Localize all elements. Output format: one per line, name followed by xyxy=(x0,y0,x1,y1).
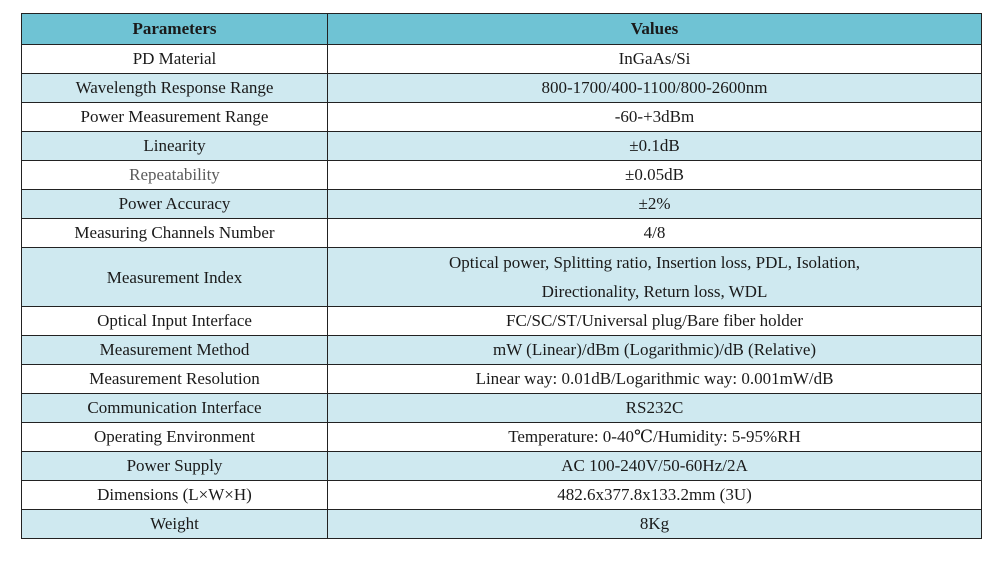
value-cell: -60-+3dBm xyxy=(328,103,982,132)
parameter-cell: Power Measurement Range xyxy=(22,103,328,132)
parameter-cell: Measurement Index xyxy=(22,248,328,307)
parameter-cell: Measurement Method xyxy=(22,336,328,365)
parameter-cell: Measuring Channels Number xyxy=(22,219,328,248)
table-row xyxy=(22,336,982,365)
value-cell: RS232C xyxy=(328,394,982,423)
table-row xyxy=(22,161,982,190)
table-row xyxy=(22,248,982,307)
parameter-cell: Operating Environment xyxy=(22,423,328,452)
table-row xyxy=(22,219,982,248)
value-cell: 482.6x377.8x133.2mm (3U) xyxy=(328,481,982,510)
value-cell: mW (Linear)/dBm (Logarithmic)/dB (Relative) xyxy=(328,336,982,365)
table-row xyxy=(22,74,982,103)
table-row xyxy=(22,365,982,394)
parameter-cell: Linearity xyxy=(22,132,328,161)
header-parameters: Parameters xyxy=(22,14,328,45)
value-line: Directionality, Return loss, WDL xyxy=(541,282,768,301)
table-row xyxy=(22,510,982,539)
parameter-cell: Wavelength Response Range xyxy=(22,74,328,103)
table-header-row xyxy=(22,14,982,45)
value-line: Optical power, Splitting ratio, Insertion loss, PDL, Isolation, xyxy=(448,253,861,272)
value-cell: Linear way: 0.01dB/Logarithmic way: 0.001mW/dB xyxy=(328,365,982,394)
table-row xyxy=(22,132,982,161)
table-row xyxy=(22,190,982,219)
table-row xyxy=(22,394,982,423)
table-row xyxy=(22,45,982,74)
value-cell: AC 100-240V/50-60Hz/2A xyxy=(328,452,982,481)
table-row xyxy=(22,452,982,481)
value-cell: FC/SC/ST/Universal plug/Bare fiber holder xyxy=(328,307,982,336)
value-cell: ±0.1dB xyxy=(328,132,982,161)
parameter-cell: PD Material xyxy=(22,45,328,74)
value-cell: ±0.05dB xyxy=(328,161,982,190)
table-row xyxy=(22,103,982,132)
specifications-table xyxy=(21,13,982,539)
value-cell xyxy=(328,248,982,307)
parameter-cell: Measurement Resolution xyxy=(22,365,328,394)
value-cell: 800-1700/400-1100/800-2600nm xyxy=(328,74,982,103)
value-cell: 8Kg xyxy=(328,510,982,539)
value-cell: Temperature: 0-40℃/Humidity: 5-95%RH xyxy=(328,423,982,452)
parameter-cell: Dimensions (L×W×H) xyxy=(22,481,328,510)
value-cell: InGaAs/Si xyxy=(328,45,982,74)
table-row xyxy=(22,307,982,336)
parameter-cell: Weight xyxy=(22,510,328,539)
parameter-cell: Optical Input Interface xyxy=(22,307,328,336)
value-cell: ±2% xyxy=(328,190,982,219)
value-cell: 4/8 xyxy=(328,219,982,248)
header-values: Values xyxy=(328,14,982,45)
parameter-cell: Communication Interface xyxy=(22,394,328,423)
parameter-cell: Power Accuracy xyxy=(22,190,328,219)
parameter-cell: Power Supply xyxy=(22,452,328,481)
table-row xyxy=(22,423,982,452)
parameter-cell: Repeatability xyxy=(22,161,328,190)
table-row xyxy=(22,481,982,510)
